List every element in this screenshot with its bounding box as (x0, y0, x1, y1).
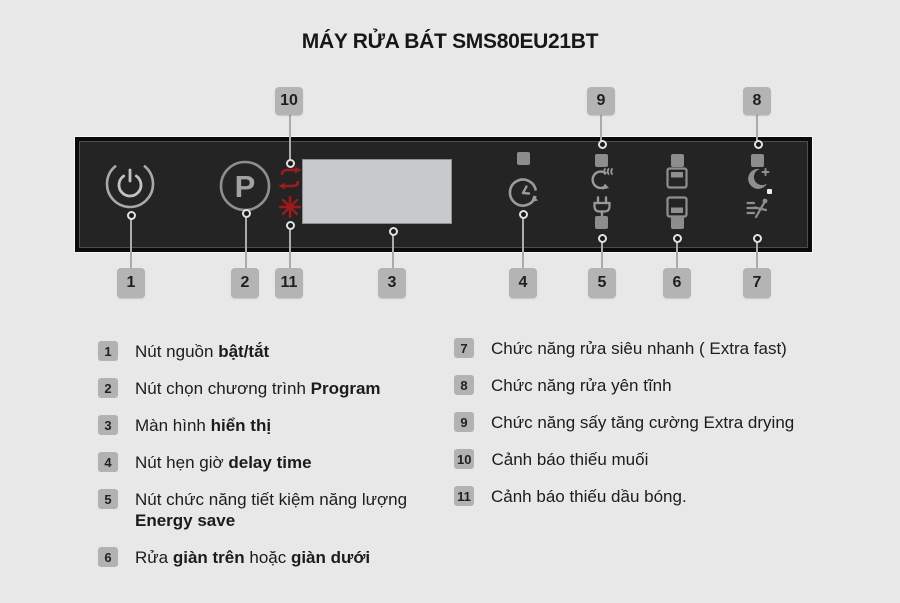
rinse-aid-warning-icon (277, 194, 303, 220)
legend-num-badge: 6 (98, 547, 118, 567)
callout-line-10 (289, 115, 291, 161)
anchor-6 (673, 234, 682, 243)
energy-save-led (595, 216, 608, 229)
legend-item (454, 338, 864, 359)
callout-line-8 (756, 115, 758, 143)
callout-line-2 (245, 215, 247, 268)
callout-line-11 (289, 227, 291, 268)
lower-rack-led (671, 216, 684, 229)
power-icon (102, 158, 158, 214)
callout-line-1 (130, 217, 132, 268)
legend-num-badge: 4 (98, 452, 118, 472)
callout-line-3 (392, 233, 394, 268)
salt-warning-icon (277, 165, 303, 191)
anchor-5 (598, 234, 607, 243)
legend-num-badge: 8 (454, 375, 474, 395)
anchor-1 (127, 211, 136, 220)
legend-text: Chức năng rửa yên tĩnh (491, 376, 672, 395)
legend-item (98, 378, 448, 399)
callout-badge-7: 7 (743, 268, 771, 298)
page-title: MÁY RỬA BÁT SMS80EU21BT (301, 30, 599, 53)
anchor-10 (286, 159, 295, 168)
legend-text: Nút hẹn giờ delay time (135, 453, 312, 472)
callout-line-5 (601, 240, 603, 268)
legend-text: Chức năng sấy tăng cường Extra drying (491, 413, 795, 432)
legend-text: Cảnh báo thiếu muối (491, 450, 649, 469)
anchor-7 (753, 234, 762, 243)
legend-item (454, 449, 864, 470)
callout-badge-5: 5 (588, 268, 616, 298)
callout-badge-3: 3 (378, 268, 406, 298)
callout-line-6 (676, 240, 678, 268)
legend-text: Cảnh báo thiếu dầu bóng. (491, 487, 687, 506)
callout-badge-10: 10 (275, 87, 303, 115)
legend-item (98, 341, 448, 362)
legend-text: Rửa giàn trên hoặc giàn dưới (135, 548, 371, 567)
callout-badge-8: 8 (743, 87, 771, 115)
legend-num-badge: 1 (98, 341, 118, 361)
legend-item (454, 375, 864, 396)
anchor-8 (754, 140, 763, 149)
legend-item (98, 547, 448, 568)
legend-text: Nút chọn chương trình Program (135, 379, 381, 398)
anchor-4 (519, 210, 528, 219)
legend-item (98, 489, 448, 531)
legend-item (454, 412, 864, 433)
display-screen (302, 159, 452, 224)
legend-num-badge: 2 (98, 378, 118, 398)
anchor-3 (389, 227, 398, 236)
indicator-dot (767, 189, 772, 194)
callout-line-4 (522, 216, 524, 268)
legend-num-badge: 7 (454, 338, 474, 358)
legend-item (454, 486, 864, 507)
delay-time-led (517, 152, 530, 165)
callout-badge-2: 2 (231, 268, 259, 298)
callout-badge-11: 11 (275, 268, 303, 298)
legend-column-left (98, 341, 448, 584)
callout-line-9 (600, 115, 602, 143)
upper-rack-icon (665, 166, 689, 190)
anchor-2 (242, 209, 251, 218)
extra-fast-icon (745, 195, 771, 221)
legend-text: Chức năng rửa siêu nhanh ( Extra fast) (491, 339, 787, 358)
legend-column-right (454, 338, 864, 523)
legend-num-badge: 10 (454, 449, 474, 469)
callout-badge-1: 1 (117, 268, 145, 298)
legend-item (98, 415, 448, 436)
delay-time-icon (506, 176, 540, 210)
callout-line-7 (756, 240, 758, 268)
extra-drying-icon (589, 166, 615, 192)
callout-badge-6: 6 (663, 268, 691, 298)
program-glyph: P (234, 169, 256, 204)
legend-text: Nút nguồn bật/tắt (135, 342, 270, 361)
anchor-11 (286, 221, 295, 230)
legend-num-badge: 3 (98, 415, 118, 435)
callout-badge-9: 9 (587, 87, 615, 115)
legend-text: Màn hình hiển thị (135, 416, 272, 435)
legend-text: Nút chức năng tiết kiệm năng lượng Energy save (135, 490, 408, 530)
program-button (217, 158, 273, 214)
legend-num-badge: 5 (98, 489, 118, 509)
legend-num-badge: 9 (454, 412, 474, 432)
legend-item (98, 452, 448, 473)
callout-badge-4: 4 (509, 268, 537, 298)
legend-num-badge: 11 (454, 486, 474, 506)
anchor-9 (598, 140, 607, 149)
